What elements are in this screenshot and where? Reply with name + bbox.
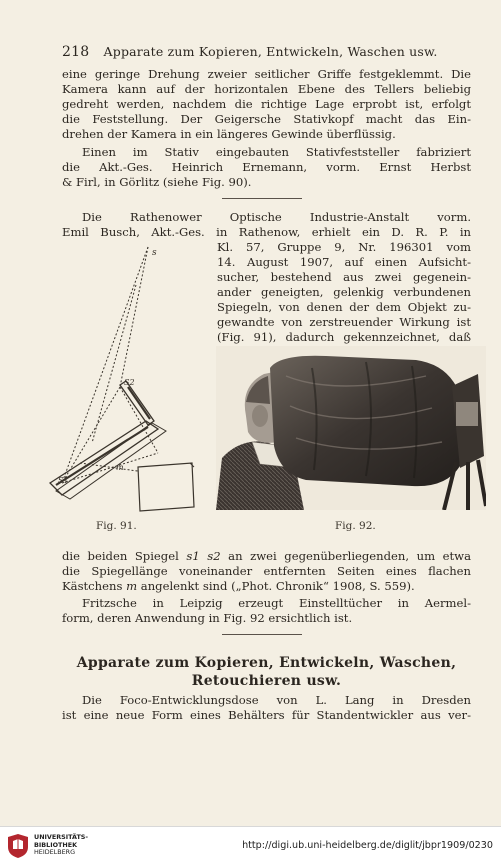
fig91-label-s1: S1: [58, 476, 69, 485]
para1-line: eine geringe Drehung zweier seitlicher Griffe festgeklemmt. Die: [62, 67, 471, 81]
para6-line: Die Foco-Entwicklungsdose von L. Lang in Dresden: [82, 693, 471, 707]
para3-line: Die Rathenower Optische Industrie-Anstalt vorm.: [82, 210, 471, 224]
running-header: [62, 44, 472, 60]
para5-line: form, deren Anwendung in Fig. 92 ersichtlich ist.: [62, 611, 353, 625]
box-symbol: m: [126, 579, 138, 593]
fig91-label-top: s: [152, 248, 157, 258]
section-divider: [222, 634, 302, 635]
library-line: BIBLIOTHEK: [34, 840, 78, 849]
para1-line: drehen der Kamera in ein längeres Gewinde überflüssig.: [62, 127, 396, 141]
figure-92-caption: Fig. 92.: [335, 520, 376, 532]
para3-narrow-line: Kl. 57, Gruppe 9, Nr. 196301 vom: [217, 240, 471, 254]
para2-line: Einen im Stativ eingebauten Stativfeststeller fabriziert: [82, 145, 471, 159]
para2-line: die Akt.-Ges. Heinrich Ernemann, vorm. Ernst Herbst: [62, 160, 471, 174]
para3-narrow-line: 14. August 1907, auf einen Aufsicht-: [217, 255, 471, 269]
para1-line: gedreht werden, nachdem die richtige Lage erprobt ist, erfolgt: [62, 97, 471, 111]
fig91-label-m: m: [116, 463, 124, 472]
para2-line: & Firl, in Görlitz (siehe Fig. 90).: [62, 175, 252, 189]
permalink-url[interactable]: http://digi.ub.uni-heidelberg.de/diglit/jbpr1909/0230: [242, 840, 493, 851]
figure-92-focusing-cloth-photo: [216, 346, 486, 510]
para6-line: ist eine neue Form eines Behälters für Standentwickler aus ver-: [62, 708, 471, 722]
para3-narrow-line: (Fig. 91), dadurch gekennzeichnet, daß: [217, 330, 471, 344]
figure-91-caption: Fig. 91.: [96, 520, 137, 532]
para1-line: die Feststellung. Der Geigersche Stativkopf macht das Ein-: [62, 112, 471, 126]
figure-91-mirror-finder-diagram: [40, 245, 230, 520]
para4-line: [62, 579, 471, 594]
para4-text: die beiden Spiegel: [62, 549, 179, 563]
library-line: HEIDELBERG: [34, 848, 76, 857]
para4-text: an zwei gegenüberliegenden, um etwa: [228, 549, 471, 563]
section-divider: [222, 198, 302, 199]
section-heading-line: Apparate zum Kopieren, Entwickeln, Waschen,: [76, 655, 457, 671]
digitization-footer: [0, 826, 501, 867]
para4-line: die Spiegellänge voneinander entfernten Seiten eines flachen: [62, 564, 471, 578]
para3-line: Emil Busch, Akt.-Ges. in Rathenow, erhielt ein D. R. P. in: [62, 225, 471, 239]
running-title: Apparate zum Kopieren, Entwickeln, Waschen usw.: [103, 44, 438, 59]
mirror-symbols: s1 s2: [186, 549, 221, 563]
para3-narrow-line: Spiegeln, von denen der dem Objekt zu-: [217, 300, 471, 314]
page-number: 218: [62, 44, 90, 60]
fig91-label-s2: S2: [124, 378, 135, 387]
para1-line: Kamera kann auf der horizontalen Ebene des Tellers beliebig: [62, 82, 471, 96]
library-name: [34, 834, 88, 857]
para3-narrow-line: gewandte von zerstreuender Wirkung ist: [217, 315, 471, 329]
section-heading-line: Retouchieren usw.: [191, 673, 342, 689]
library-line: UNIVERSITÄTS-: [34, 833, 89, 841]
para3-narrow-line: ander geneigten, gelenkig verbundenen: [217, 285, 471, 299]
para4-text: Kästchens: [62, 579, 123, 593]
para5-line: Fritzsche in Leipzig erzeugt Einstelltücher in Aermel-: [82, 596, 471, 610]
para3-narrow-line: sucher, bestehend aus zwei gegenein-: [217, 270, 471, 284]
para4-line: [62, 549, 471, 564]
para4-text: angelenkt sind („Phot. Chronik“ 1908, S. 559).: [140, 579, 415, 593]
university-library-logo-icon: [6, 833, 30, 859]
